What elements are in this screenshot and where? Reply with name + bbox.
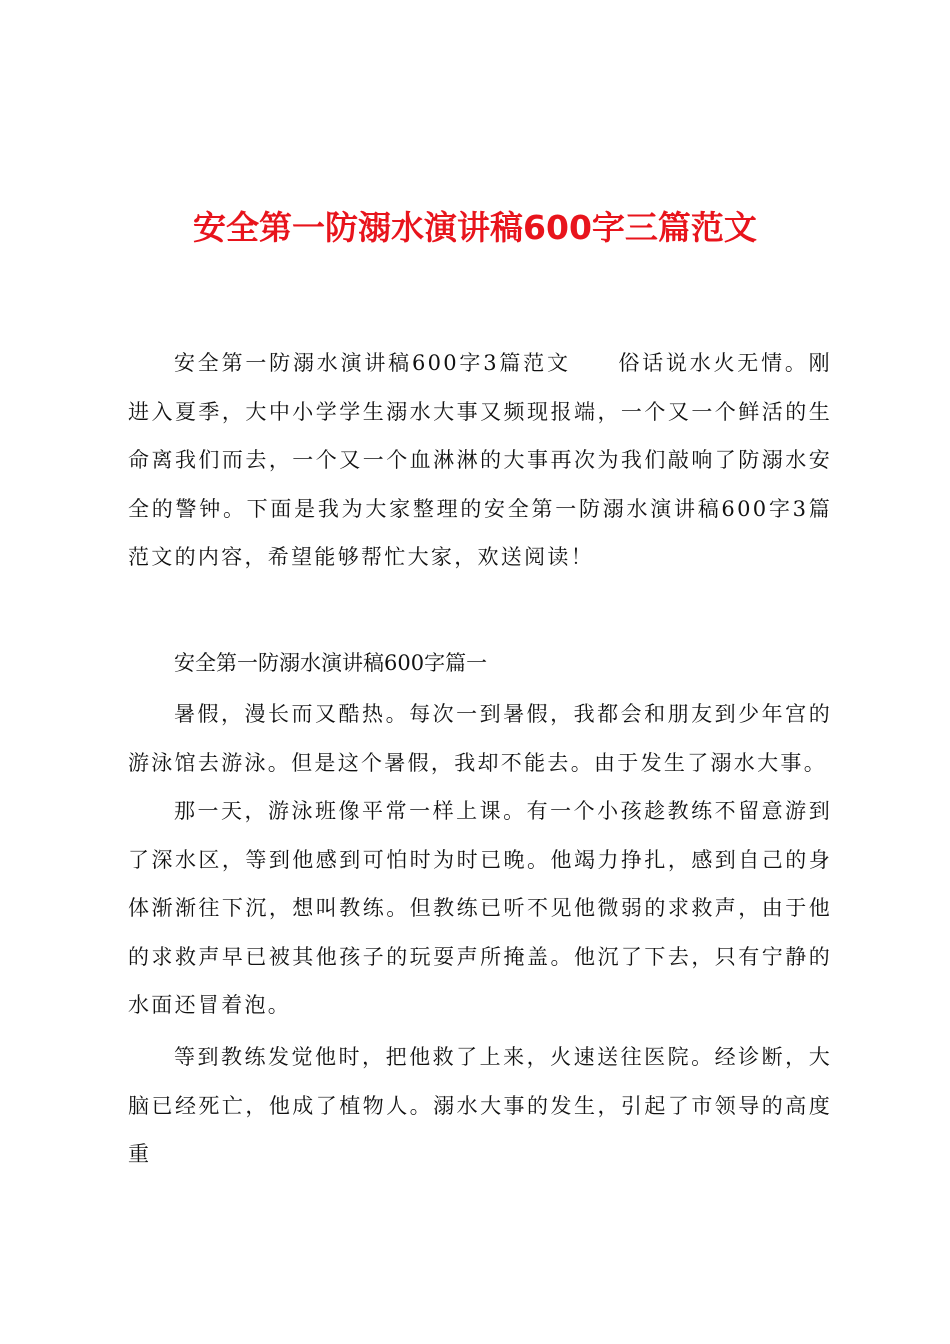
document-title: 安全第一防溺水演讲稿600字三篇范文 (193, 208, 757, 247)
body-paragraph-2: 那一天，游泳班像平常一样上课。有一个小孩趁教练不留意游到了深水区，等到他感到可怕时为时已晚。他竭力挣扎，感到自己的身体渐渐往下沉，想叫教练。但教练已听不见他微弱的求救声，由于他的求救声早已被其他孩子的玩耍声所掩盖。他沉了下去，只有宁静的水面还冒着泡。 (128, 799, 832, 1017)
body-paragraph-1: 暑假，漫长而又酷热。每次一到暑假，我都会和朋友到少年宫的游泳馆去游泳。但是这个暑假，我却不能去。由于发生了溺水大事。 (128, 702, 832, 775)
body-paragraph-3: 等到教练发觉他时，把他救了上来，火速送往医院。经诊断，大脑已经死亡，他成了植物人。溺水大事的发生，引起了市领导的高度重 (128, 1045, 832, 1166)
intro-paragraph: 安全第一防溺水演讲稿600字3篇范文 俗话说水火无情。刚进入夏季，大中小学学生溺水大事又频现报端，一个又一个鲜活的生命离我们而去，一个又一个血淋淋的大事再次为我们敲响了防溺水安全的警钟。下面是我为大家整理的安全第一防溺水演讲稿600字3篇范文的内容，希望能够帮忙大家，欢送阅读！ (128, 351, 832, 569)
section-heading: 安全第一防溺水演讲稿600字篇一 (174, 651, 488, 675)
